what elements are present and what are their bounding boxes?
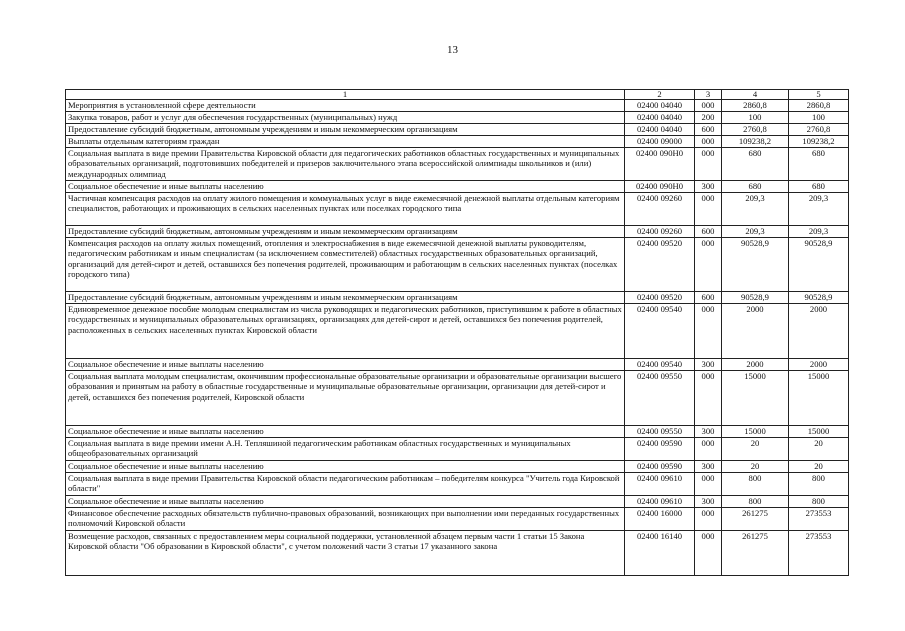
row-type-cell: 000: [695, 100, 722, 112]
row-value-col4-cell: 680: [722, 181, 789, 193]
row-type-cell: 600: [695, 124, 722, 136]
row-value-col5-cell: 90528,9: [789, 292, 849, 304]
row-value-col4-cell: 90528,9: [722, 238, 789, 292]
row-type-cell: 600: [695, 226, 722, 238]
row-name-cell: Единовременное денежное пособие молодым специалистам из числа руководящих и педагогических работников, приступившим к работе в областных государственных и муниципальных образовательных организациях, организациях для детей-сирот и детей, оставшихся без попечения родителей, расположенных в сельских населенных пунктах Кировской области: [66, 304, 625, 359]
row-type-cell: 000: [695, 508, 722, 531]
table-row: [66, 371, 849, 426]
row-value-col4-cell: 2000: [722, 359, 789, 371]
row-value-col5-cell: 209,3: [789, 226, 849, 238]
row-name-cell: Финансовое обеспечение расходных обязательств публично-правовых образований, возникающих при выполнении ими переданных государственных полномочий Кировской области: [66, 508, 625, 531]
table-row: [66, 124, 849, 136]
row-name-cell: Компенсация расходов на оплату жилых помещений, отопления и электроснабжения в виде ежемесячной денежной выплаты руководителям, педагогическим работникам и иным специалистам (за исключением совместителей) областных государственных образовательных организаций, организаций для детей-сирот и детей, оставшихся без попечения родителей, проживающим и работающим в сельских населенных пунктах (поселках городского типа): [66, 238, 625, 292]
row-type-cell: 000: [695, 371, 722, 426]
row-name-cell: Социальное обеспечение и иные выплаты населению: [66, 181, 625, 193]
row-code-cell: 02400 09590: [625, 461, 695, 473]
row-type-cell: 000: [695, 136, 722, 148]
row-value-col4-cell: 261275: [722, 508, 789, 531]
header-cell: 2: [625, 90, 695, 100]
row-value-col4-cell: 109238,2: [722, 136, 789, 148]
row-type-cell: 000: [695, 148, 722, 181]
row-value-col5-cell: 2000: [789, 359, 849, 371]
header-cell: 1: [66, 90, 625, 100]
row-type-cell: 000: [695, 238, 722, 292]
row-value-col5-cell: 800: [789, 496, 849, 508]
row-type-cell: 300: [695, 426, 722, 438]
row-value-col4-cell: 2760,8: [722, 124, 789, 136]
row-name-cell: Закупка товаров, работ и услуг для обеспечения государственных (муниципальных) нужд: [66, 112, 625, 124]
row-type-cell: 300: [695, 496, 722, 508]
row-code-cell: 02400 09550: [625, 371, 695, 426]
row-value-col4-cell: 2860,8: [722, 100, 789, 112]
row-value-col4-cell: 209,3: [722, 226, 789, 238]
header-cell: 3: [695, 90, 722, 100]
row-type-cell: 600: [695, 292, 722, 304]
row-value-col5-cell: 109238,2: [789, 136, 849, 148]
table-row: [66, 226, 849, 238]
table-row: [66, 531, 849, 576]
row-name-cell: Предоставление субсидий бюджетным, автономным учреждениям и иным некоммерческим организациям: [66, 292, 625, 304]
row-name-cell: Социальное обеспечение и иные выплаты населению: [66, 426, 625, 438]
row-value-col5-cell: 273553: [789, 508, 849, 531]
table-row: [66, 473, 849, 496]
row-name-cell: Социальная выплата молодым специалистам, окончившим профессиональные образовательные организации и образовательные организации высшего образования и принятым на работу в областные государственные и муниципальные образовательные организации, организации для детей-сирот и детей, оставшихся без попечения родителей, Кировской области: [66, 371, 625, 426]
row-value-col5-cell: 20: [789, 438, 849, 461]
row-value-col4-cell: 15000: [722, 426, 789, 438]
row-code-cell: 02400 09260: [625, 226, 695, 238]
row-code-cell: 02400 09540: [625, 304, 695, 359]
row-value-col5-cell: 2000: [789, 304, 849, 359]
row-code-cell: 02400 09520: [625, 238, 695, 292]
row-name-cell: Социальная выплата в виде премии имени А.Н. Тепляшиной педагогическим работникам областных государственных и муниципальных общеобразовательных организаций: [66, 438, 625, 461]
table-row: [66, 304, 849, 359]
row-code-cell: 02400 090H0: [625, 148, 695, 181]
row-type-cell: 000: [695, 193, 722, 226]
row-code-cell: 02400 09550: [625, 426, 695, 438]
row-code-cell: 02400 04040: [625, 124, 695, 136]
row-name-cell: Частичная компенсация расходов на оплату жилого помещения и коммунальных услуг в виде ежемесячной денежной выплаты отдельным категориям специалистов, работающих и проживающих в сельских населенных пунктах или поселках городского типа: [66, 193, 625, 226]
table-row: [66, 136, 849, 148]
row-code-cell: 02400 04040: [625, 112, 695, 124]
row-name-cell: Выплаты отдельным категориям граждан: [66, 136, 625, 148]
row-type-cell: 300: [695, 359, 722, 371]
row-name-cell: Социальное обеспечение и иные выплаты населению: [66, 359, 625, 371]
row-code-cell: 02400 09590: [625, 438, 695, 461]
row-name-cell: Социальная выплата в виде премии Правительства Кировской области педагогическим работникам – победителям конкурса "Учитель года Кировской области": [66, 473, 625, 496]
row-value-col5-cell: 2860,8: [789, 100, 849, 112]
row-code-cell: 02400 09540: [625, 359, 695, 371]
row-name-cell: Социальное обеспечение и иные выплаты населению: [66, 496, 625, 508]
table-row: [66, 438, 849, 461]
table-row: [66, 100, 849, 112]
header-cell: 4: [722, 90, 789, 100]
row-name-cell: Социальная выплата в виде премии Правительства Кировской области для педагогических работников областных государственных и муниципальных образовательных организаций, подготовивших победителей и призеров заключительного этапа всероссийской олимпиады школьников и (или) международных олимпиад: [66, 148, 625, 181]
row-value-col5-cell: 15000: [789, 371, 849, 426]
row-value-col4-cell: 100: [722, 112, 789, 124]
row-value-col4-cell: 261275: [722, 531, 789, 576]
row-name-cell: Мероприятия в установленной сфере деятельности: [66, 100, 625, 112]
table-row: [66, 193, 849, 226]
row-value-col5-cell: 209,3: [789, 193, 849, 226]
table-row: [66, 461, 849, 473]
row-type-cell: 300: [695, 461, 722, 473]
row-code-cell: 02400 09000: [625, 136, 695, 148]
row-name-cell: Возмещение расходов, связанных с предоставлением меры социальной поддержки, установленной абзацем первым части 1 статьи 15 Закона Кировской области "Об образовании в Кировской области", с учетом положений части 3 статьи 17 указанного закона: [66, 531, 625, 576]
row-name-cell: Предоставление субсидий бюджетным, автономным учреждениям и иным некоммерческим организациям: [66, 124, 625, 136]
row-type-cell: 000: [695, 304, 722, 359]
table-row: [66, 508, 849, 531]
row-value-col5-cell: 273553: [789, 531, 849, 576]
row-value-col5-cell: 680: [789, 148, 849, 181]
row-value-col5-cell: 680: [789, 181, 849, 193]
row-code-cell: 02400 16140: [625, 531, 695, 576]
table-header-row: [66, 90, 849, 100]
row-code-cell: 02400 16000: [625, 508, 695, 531]
row-code-cell: 02400 09610: [625, 496, 695, 508]
row-code-cell: 02400 09520: [625, 292, 695, 304]
row-value-col4-cell: 209,3: [722, 193, 789, 226]
table-row: [66, 148, 849, 181]
row-value-col5-cell: 20: [789, 461, 849, 473]
row-value-col4-cell: 680: [722, 148, 789, 181]
row-value-col4-cell: 800: [722, 473, 789, 496]
row-code-cell: 02400 09260: [625, 193, 695, 226]
row-type-cell: 000: [695, 531, 722, 576]
row-value-col4-cell: 90528,9: [722, 292, 789, 304]
page-number: 13: [447, 44, 458, 56]
row-value-col5-cell: 800: [789, 473, 849, 496]
table-row: [66, 238, 849, 292]
row-value-col4-cell: 20: [722, 461, 789, 473]
row-type-cell: 000: [695, 473, 722, 496]
row-name-cell: Социальное обеспечение и иные выплаты населению: [66, 461, 625, 473]
table-row: [66, 426, 849, 438]
row-value-col5-cell: 2760,8: [789, 124, 849, 136]
row-value-col4-cell: 15000: [722, 371, 789, 426]
row-value-col5-cell: 15000: [789, 426, 849, 438]
row-value-col4-cell: 20: [722, 438, 789, 461]
row-code-cell: 02400 04040: [625, 100, 695, 112]
budget-table: [65, 89, 849, 576]
row-value-col4-cell: 2000: [722, 304, 789, 359]
row-name-cell: Предоставление субсидий бюджетным, автономным учреждениям и иным некоммерческим организациям: [66, 226, 625, 238]
row-value-col4-cell: 800: [722, 496, 789, 508]
row-code-cell: 02400 090H0: [625, 181, 695, 193]
header-cell: 5: [789, 90, 849, 100]
table-row: [66, 292, 849, 304]
row-type-cell: 000: [695, 438, 722, 461]
table-row: [66, 496, 849, 508]
table-row: [66, 359, 849, 371]
row-code-cell: 02400 09610: [625, 473, 695, 496]
table-row: [66, 181, 849, 193]
row-value-col5-cell: 90528,9: [789, 238, 849, 292]
row-type-cell: 200: [695, 112, 722, 124]
table-row: [66, 112, 849, 124]
row-value-col5-cell: 100: [789, 112, 849, 124]
row-type-cell: 300: [695, 181, 722, 193]
